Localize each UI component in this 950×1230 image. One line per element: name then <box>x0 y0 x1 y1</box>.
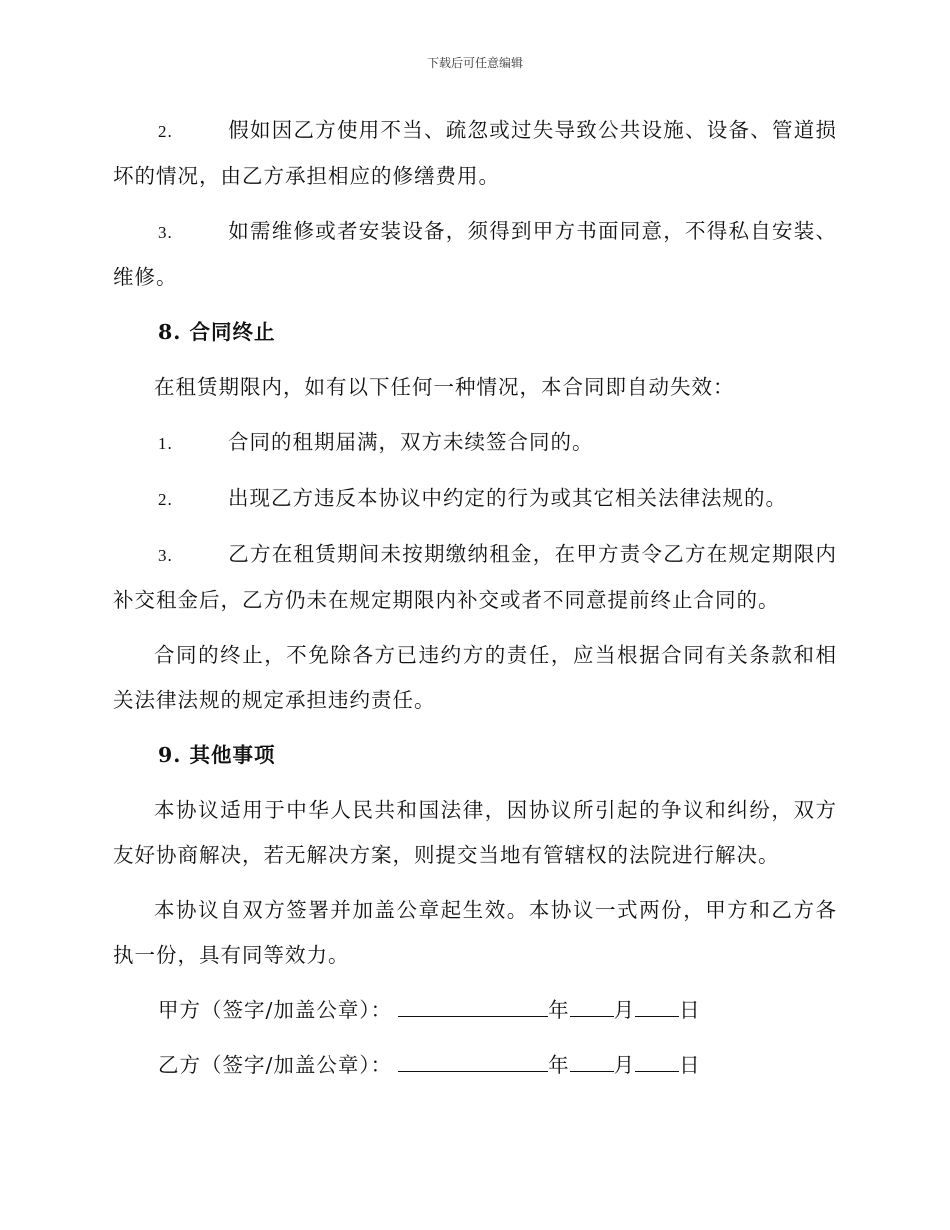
day-blank[interactable] <box>635 994 679 1017</box>
item-text: 出现乙方违反本协议中约定的行为或其它相关法律法规的。 <box>228 486 787 510</box>
item-number: 2. <box>158 122 173 141</box>
signature-label: 甲方（签字/加盖公章）： <box>158 998 393 1022</box>
month-blank[interactable] <box>570 1049 614 1072</box>
month-blank[interactable] <box>570 994 614 1017</box>
list-item <box>113 476 837 522</box>
item-number: 3. <box>158 546 173 565</box>
item-number: 3. <box>158 223 173 242</box>
day-label: 日 <box>679 998 701 1022</box>
item-text: 假如因乙方使用不当、疏忽或过失导致公共设施、设备、管道损坏的情况，由乙方承担相应的修缮费用。 <box>113 118 837 188</box>
document-body <box>113 108 837 1098</box>
month-label: 月 <box>613 998 636 1022</box>
signature-blank[interactable] <box>398 994 548 1017</box>
item-text: 如需维修或者安装设备，须得到甲方书面同意，不得私自安装、维修。 <box>113 219 837 289</box>
signature-line-party-b <box>113 1043 837 1088</box>
item-number: 2. <box>158 490 173 509</box>
signature-label: 乙方（签字/加盖公章）： <box>158 1053 393 1077</box>
list-item <box>113 209 837 300</box>
signature-blank[interactable] <box>398 1049 548 1072</box>
item-text: 合同的租期届满，双方未续签合同的。 <box>228 430 594 454</box>
section-9-para-1: 本协议适用于中华人民共和国法律，因协议所引起的争议和纠纷，双方友好协商解决，若无解决方案，则提交当地有管辖权的法院进行解决。 <box>113 798 837 867</box>
day-blank[interactable] <box>635 1049 679 1072</box>
list-item <box>113 532 837 623</box>
list-item <box>113 420 837 466</box>
list-item <box>113 108 837 199</box>
page-header: 下载后可任意编辑 <box>426 56 523 70</box>
year-label: 年 <box>548 1053 570 1077</box>
section-heading-9: 9. 其他事项 <box>158 743 276 767</box>
item-number: 1. <box>158 434 173 453</box>
section-8-intro: 在租赁期限内，如有以下任何一种情况，本合同即自动失效： <box>154 375 735 399</box>
day-label: 日 <box>679 1053 701 1077</box>
section-9-para-2: 本协议自双方签署并加盖公章起生效。本协议一式两份，甲方和乙方各执一份，具有同等效力。 <box>113 898 837 967</box>
section-8-closing: 合同的终止，不免除各方已违约方的责任，应当根据合同有关条款和相关法律法规的规定承担违约责任。 <box>113 643 837 712</box>
month-label: 月 <box>613 1053 636 1077</box>
section-heading-8: 8. 合同终止 <box>158 320 276 344</box>
year-label: 年 <box>548 998 570 1022</box>
signature-line-party-a <box>113 988 837 1033</box>
item-text: 乙方在租赁期间未按期缴纳租金，在甲方责令乙方在规定期限内补交租金后，乙方仍未在规定期限内补交或者不同意提前终止合同的。 <box>113 542 837 612</box>
